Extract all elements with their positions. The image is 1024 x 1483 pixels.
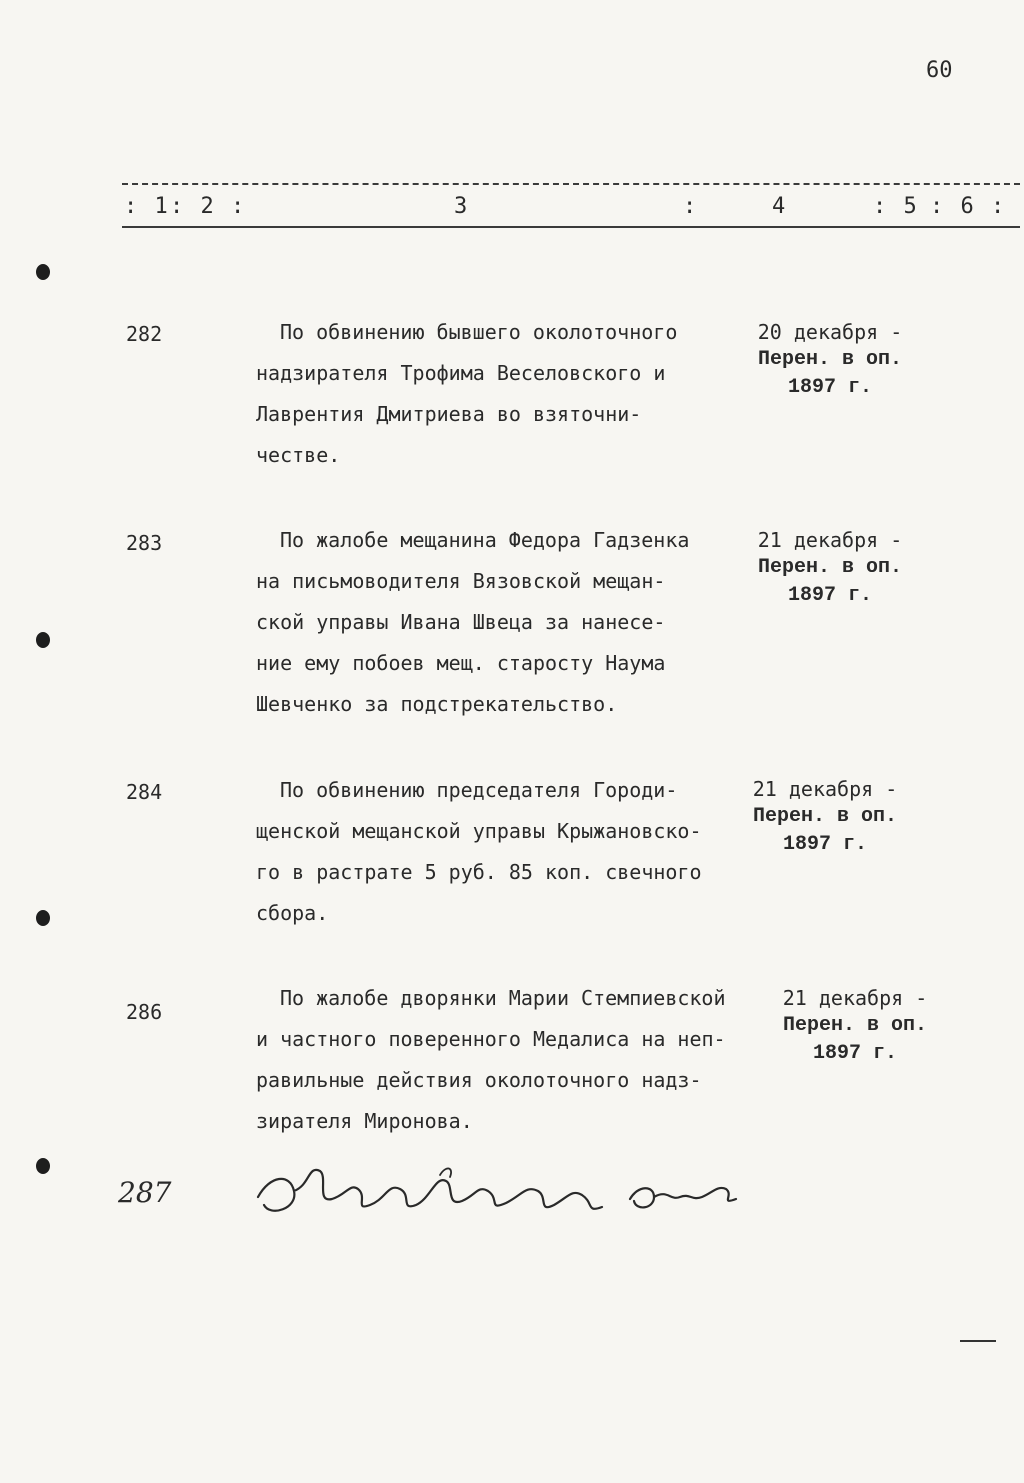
entry-line: ской управы Ивана Швеца за нанесе- <box>256 610 666 634</box>
entry-number: 282 <box>126 322 163 346</box>
entry-line: По жалобе мещанина Федора Гадзенка <box>280 528 690 552</box>
entry-year: 1897 г. <box>812 1042 897 1065</box>
entry-date: 21 декабря - <box>752 777 898 801</box>
header-col-4: 4 <box>772 194 788 219</box>
entry-note: Перен. в оп. <box>782 1014 928 1037</box>
entry-date-block <box>740 775 910 859</box>
entry-line: зирателя Миронова. <box>256 1109 473 1133</box>
entry-line: равильные действия околоточного надз- <box>256 1068 702 1092</box>
header-col-6: : 6 : <box>930 194 1007 219</box>
entry-line: По обвинению председателя Городи- <box>280 778 678 802</box>
entry-date-block <box>770 984 940 1068</box>
entry-line: надзирателя Трофима Веселовского и <box>256 361 666 385</box>
entry-note: Перен. в оп. <box>752 805 898 828</box>
entry-line: щенской мещанской управы Крыжановско- <box>256 819 702 843</box>
binding-hole-mark <box>36 264 50 280</box>
entry-number: 286 <box>126 1000 163 1024</box>
entry-date: 20 декабря - <box>757 320 903 344</box>
entry-description <box>256 520 756 725</box>
margin-dash <box>960 1340 996 1342</box>
entry-description <box>256 978 756 1142</box>
entry-line: честве. <box>256 443 341 467</box>
entry-line: на письмоводителя Вязовской мещан- <box>256 569 666 593</box>
handwritten-number: 287 <box>118 1176 172 1209</box>
entry-line: По обвинению бывшего околоточного <box>280 320 678 344</box>
binding-hole-mark <box>36 632 50 648</box>
header-col-3: 3 <box>454 194 470 219</box>
entry-date-block <box>745 318 915 402</box>
header-rule-top <box>122 183 1020 185</box>
binding-hole-mark <box>36 910 50 926</box>
entry-line: и частного поверенного Медалиса на неп- <box>256 1027 726 1051</box>
entry-note: Перен. в оп. <box>757 556 903 579</box>
signature-stroke <box>258 1170 602 1211</box>
entry-year: 1897 г. <box>787 584 872 607</box>
entry-date: 21 декабря - <box>757 528 903 552</box>
entry-line: Шевченко за подстрекательство. <box>256 692 618 716</box>
header-col-1: : 1 <box>124 194 170 219</box>
binding-hole-mark <box>36 1158 50 1174</box>
entry-line: го в растрате 5 руб. 85 коп. свечного <box>256 860 702 884</box>
entry-line: сбора. <box>256 901 329 925</box>
entry-year: 1897 г. <box>782 833 867 856</box>
entry-note: Перен. в оп. <box>757 348 903 371</box>
entry-line: По жалобе дворянки Марии Стемпиевской <box>280 986 726 1010</box>
page-number: 60 <box>926 58 953 83</box>
entry-line: ние ему побоев мещ. старосту Наума <box>256 651 666 675</box>
entry-year: 1897 г. <box>787 376 872 399</box>
entry-number: 284 <box>126 780 163 804</box>
header-col-5: : 5 <box>873 194 919 219</box>
entry-date: 21 декабря - <box>782 986 928 1010</box>
entry-number: 283 <box>126 531 163 555</box>
entry-line: Лаврентия Дмитриева во взяточни- <box>256 402 642 426</box>
entry-description <box>256 312 756 476</box>
header-col-4-sep: : <box>683 194 699 219</box>
signature-stroke <box>440 1168 451 1177</box>
header-col-2: : 2 : <box>170 194 247 219</box>
entry-description <box>256 770 756 934</box>
signature-stroke <box>630 1188 736 1207</box>
header-rule-bottom <box>122 226 1020 228</box>
entry-date-block <box>745 526 915 610</box>
handwritten-signature <box>250 1155 750 1235</box>
